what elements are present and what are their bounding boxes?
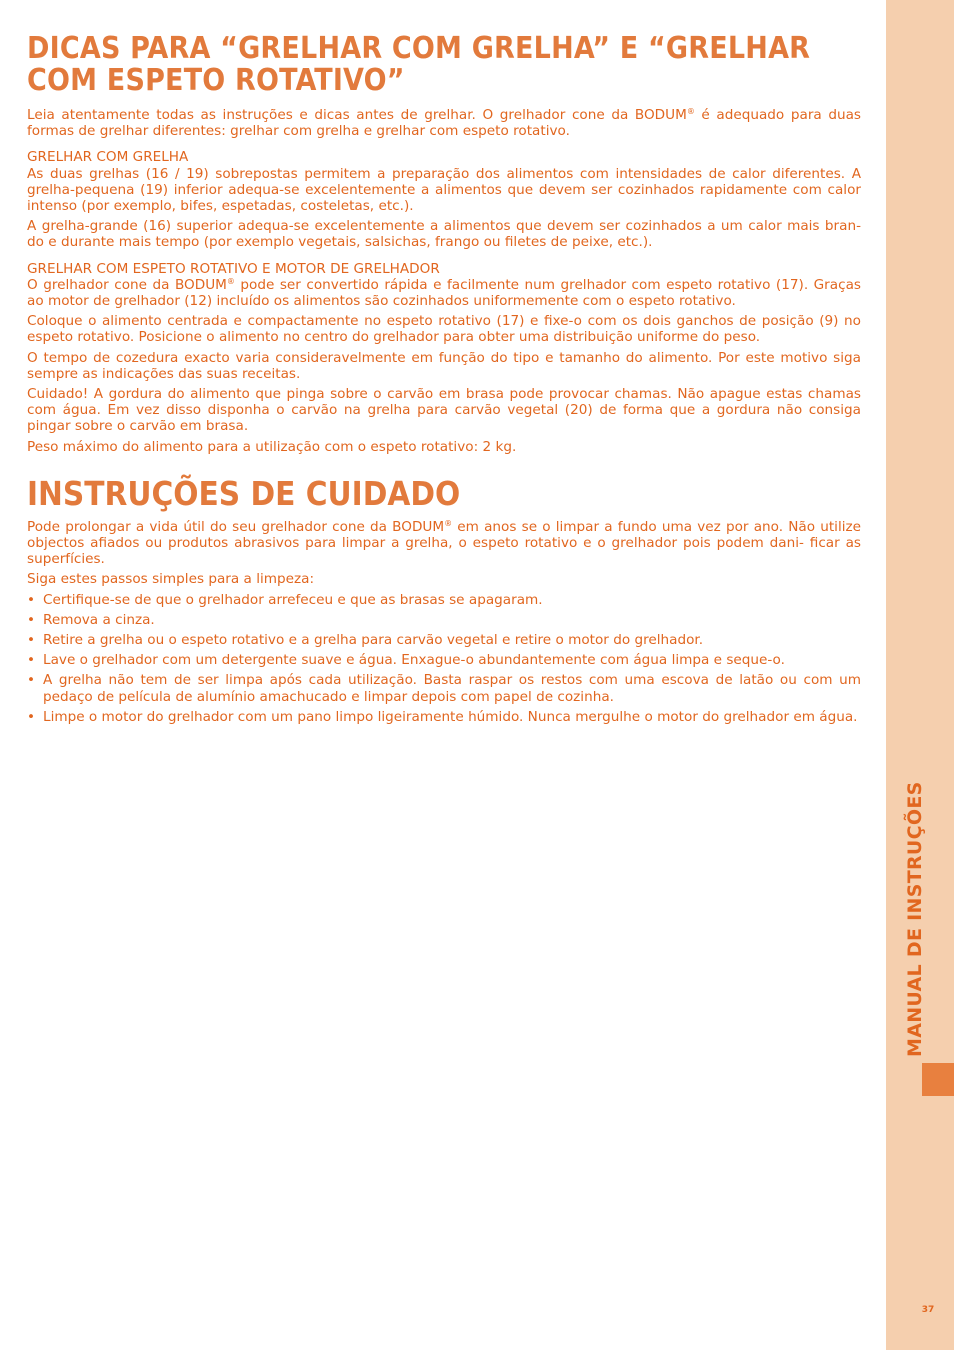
section-title-grilling-tips: DICAS PARA “GRELHAR COM GRELHA” E “GRELHAR COM ESPETO ROTATIVO” bbox=[27, 31, 811, 98]
rotisserie-paragraph-3: O tempo de cozedura exacto varia consideravelmente em função do tipo e tamanho do alimento. Por este motivo siga sempre as indicações das suas receitas. bbox=[27, 349, 861, 382]
grill-subheading: GRELHAR COM GRELHA bbox=[27, 149, 189, 166]
care-steps-intro: Siga estes passos simples para a limpeza: bbox=[27, 571, 315, 588]
care-steps-list bbox=[27, 592, 861, 725]
list-item: • Retire a grelha ou o espeto rotativo e a grelha para carvão vegetal e retire o motor do grelhador. bbox=[27, 632, 704, 649]
rotisserie-section bbox=[27, 261, 861, 455]
list-item: • Certifique-se de que o grelhador arrefeceu e que as brasas se apagaram. bbox=[27, 591, 543, 608]
rotisserie-paragraph-4: Cuidado! A gordura do alimento que pinga sobre o carvão em brasa pode provocar chamas. Não apague estas chamas com água. Em vez disso disponha o carvão na grelha para carvão vegetal (20) de forma que a gordura não consiga pingar sobre o carvão em brasa. bbox=[27, 386, 861, 435]
section-title-care-instructions: INSTRUÇÕES DE CUIDADO bbox=[27, 473, 461, 513]
list-item: • Remova a cinza. bbox=[27, 611, 155, 628]
bullet-icon: • bbox=[27, 611, 36, 628]
bullet-icon: • bbox=[27, 591, 36, 608]
bullet-icon: • bbox=[27, 632, 36, 649]
list-item: • Lave o grelhador com um detergente suave e água. Enxague-o abundantemente com água limpa e seque-o. bbox=[27, 652, 785, 669]
grill-paragraph-2: A grelha-grande (16) superior adequa-se excelentemente a alimentos que devem ser cozinhados a um calor mais bran- do e durante mais tempo (por exemplo vegetais, salsichas, frango ou filetes de peixe, etc.). bbox=[27, 218, 861, 251]
rotisserie-paragraph-5: Peso máximo do alimento para a utilização com o espeto rotativo: 2 kg. bbox=[27, 438, 517, 455]
sidebar-band bbox=[886, 0, 954, 1350]
care-intro-paragraph: Pode prolongar a vida útil do seu grelhador cone da BODUM® em anos se o limpar a fundo uma vez por ano. Não utilize objectos afiados ou produtos abrasivos para limpar a grelha, o espeto rotativo e o grelhador pois podem dani- ficar as superfícies. bbox=[27, 518, 861, 568]
list-item: • A grelha não tem de ser limpa após cada utilização. Basta raspar os restos com uma escova de latão ou com um pedaço de película de alumínio amachucado e limpar depois com papel de cozinha. bbox=[27, 672, 861, 705]
main-content bbox=[27, 33, 861, 729]
grill-section bbox=[27, 149, 861, 250]
sidebar-manual-label: MANUAL DE INSTRUÇÕES bbox=[904, 781, 926, 1057]
list-item: • Limpe o motor do grelhador com um pano limpo ligeiramente húmido. Nunca mergulhe o motor do grelhador em água. bbox=[27, 708, 858, 725]
rotisserie-paragraph-1: O grelhador cone da BODUM® pode ser convertido rápida e facilmente num grelhador com espeto rotativo (17). Graças ao motor de grelhador (12) incluído os alimentos são cozinhados uniformemente com o espeto rotativo. bbox=[27, 276, 861, 310]
sidebar-accent-block bbox=[922, 1063, 954, 1096]
page-number: 37 bbox=[921, 1305, 935, 1315]
rotisserie-subheading: GRELHAR COM ESPETO ROTATIVO E MOTOR DE GRELHADOR bbox=[27, 260, 440, 277]
bullet-icon: • bbox=[27, 708, 36, 725]
bullet-icon: • bbox=[27, 672, 36, 689]
grill-paragraph-1: As duas grelhas (16 / 19) sobrepostas permitem a preparação dos alimentos com intensidades de calor diferentes. A grelha-pequena (19) inferior adequa-se excelentemente a alimentos que devem ser cozinhados rapidamente com calor intenso (por exemplo, bifes, espetadas, costeletas, etc.). bbox=[27, 165, 861, 215]
bullet-icon: • bbox=[27, 652, 36, 669]
rotisserie-paragraph-2: Coloque o alimento centrada e compactamente no espeto rotativo (17) e fixe-o com os dois ganchos de posição (9) no espeto rotativo. Posicione o alimento no centro do grelhador para obter uma distribuição uniforme do peso. bbox=[27, 313, 861, 346]
intro-paragraph: Leia atentamente todas as instruções e dicas antes de grelhar. O grelhador cone da BODUM® é adequado para duas formas de grelhar diferentes: grelhar com grelha e grelhar com espeto rotativo. bbox=[27, 107, 862, 140]
